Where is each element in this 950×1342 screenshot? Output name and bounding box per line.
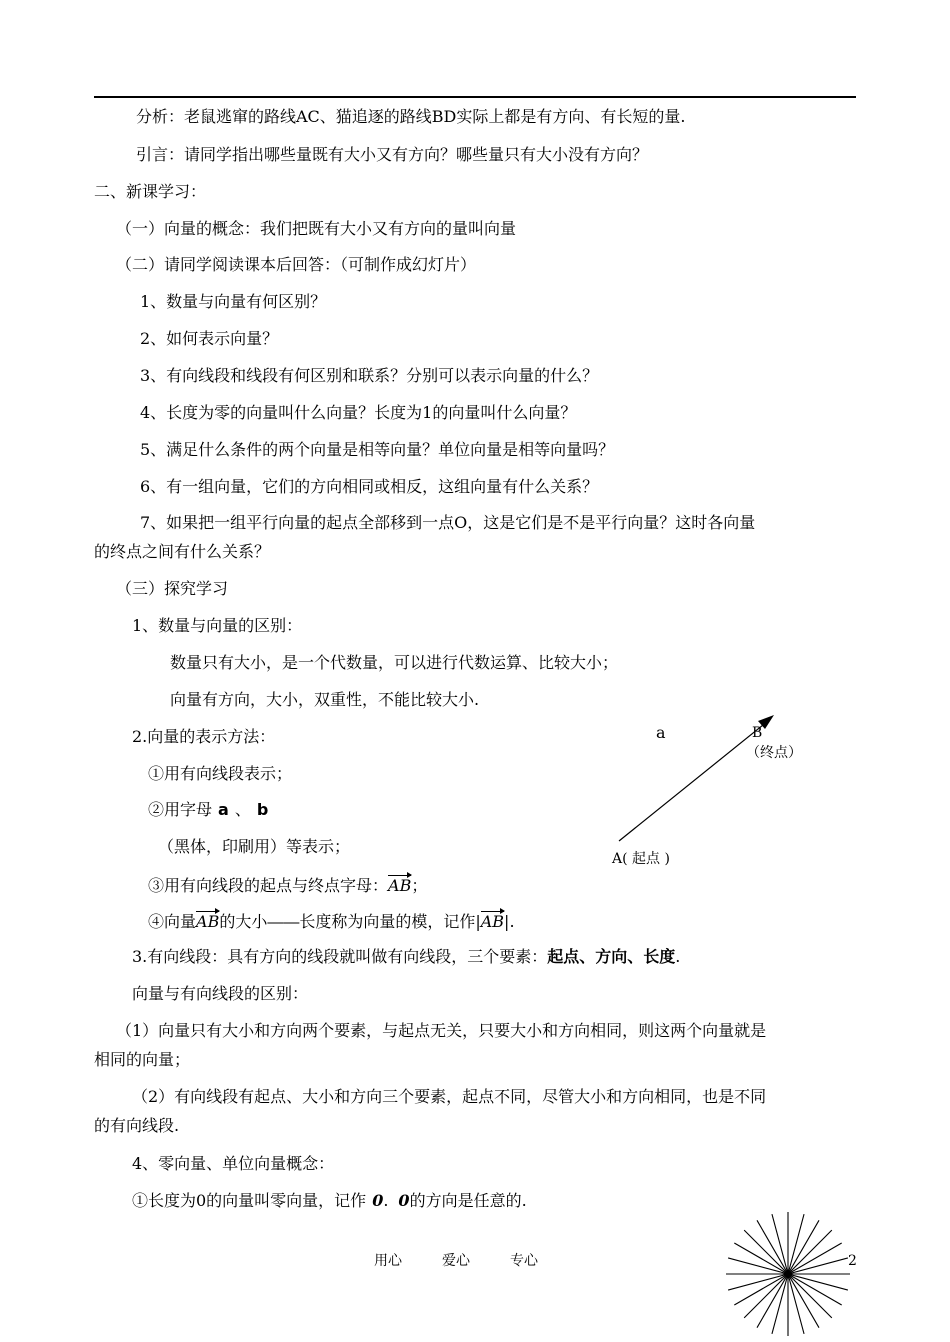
label-start: A( 起点 ) <box>612 851 670 867</box>
difference-2-line-1: （2）有向线段有起点、大小和方向三个要素，起点不同，尽管大小和方向相同，也是不同 <box>132 1087 767 1106</box>
footer-motto-2: 爱心 <box>442 1253 470 1269</box>
starburst-icon <box>716 1204 856 1342</box>
separator: 、 <box>234 800 251 819</box>
zero-vector-end: 的方向是任意的. <box>409 1191 527 1210</box>
method-2 <box>148 799 268 821</box>
label-end: （终点） <box>746 745 802 761</box>
difference-2-line-2: 的有向线段. <box>94 1116 180 1135</box>
analysis-line: 分析：老鼠逃窜的路线AC、猫追逐的路线BD实际上都是有方向、有长短的量. <box>136 107 686 126</box>
method-4-text: ④向量 <box>148 912 197 931</box>
footer-motto-3: 专心 <box>510 1253 538 1269</box>
zero-vector <box>132 1190 527 1212</box>
zero-symbol: 0 <box>398 1191 410 1210</box>
page-number: 2 <box>848 1253 857 1269</box>
zero-dot: . <box>383 1191 389 1210</box>
vector-line <box>619 721 768 841</box>
method-4-end: |. <box>504 912 515 931</box>
zero-symbol: 0 <box>372 1191 384 1210</box>
explore-1-scalar: 数量只有大小，是一个代数量，可以进行代数运算、比较大小； <box>170 653 619 672</box>
footer-motto-1: 用心 <box>374 1253 402 1269</box>
three-elements: 起点、方向、长度 <box>547 947 676 966</box>
explore-heading: （三）探究学习 <box>116 579 229 598</box>
method-2-note: （黑体，印刷用）等表示； <box>158 837 351 856</box>
label-b: B <box>752 725 763 741</box>
difference-1-line-2: 相同的向量； <box>94 1050 191 1069</box>
reading-task: （二）请同学阅读课本后回答：（可制作成幻灯片） <box>116 255 477 274</box>
label-a: a <box>656 723 666 742</box>
method-4 <box>148 908 515 933</box>
method-2-text: ②用字母 <box>148 800 213 819</box>
difference-1-line-1: （1）向量只有大小和方向两个要素，与起点无关，只要大小和方向相同，则这两个向量就是 <box>116 1021 767 1040</box>
letter-b: b <box>256 800 269 819</box>
section-heading: 二、新课学习： <box>94 182 207 201</box>
method-1: ①用有向线段表示； <box>148 764 293 783</box>
explore-3-text: 3.有向线段：具有方向的线段就叫做有向线段，三个要素： <box>132 947 548 966</box>
method-3 <box>148 872 427 897</box>
question-3: 3、有向线段和线段有何区别和联系？分别可以表示向量的什么？ <box>140 366 599 385</box>
question-1: 1、数量与向量有何区别？ <box>140 292 327 311</box>
explore-3 <box>132 946 680 968</box>
intro-line: 引言：请同学指出哪些量既有大小又有方向？哪些量只有大小没有方向？ <box>136 145 649 164</box>
vector-ab: AB <box>388 872 411 895</box>
letter-a: a <box>218 800 229 819</box>
explore-4: 4、零向量、单位向量概念： <box>132 1154 335 1173</box>
method-4-mid: 的大小――长度称为向量的模，记作| <box>219 912 481 931</box>
vector-concept: （一）向量的概念：我们把既有大小又有方向的量叫向量 <box>116 219 517 238</box>
question-7-line-1: 7、如果把一组平行向量的起点全部移到一点O，这是它们是不是平行向量？这时各向量 <box>140 513 756 532</box>
question-2: 2、如何表示向量？ <box>140 329 279 348</box>
header-rule <box>94 96 856 98</box>
explore-1: 1、数量与向量的区别： <box>132 616 303 635</box>
question-4: 4、长度为零的向量叫什么向量？长度为1的向量叫什么向量？ <box>140 403 577 422</box>
question-6: 6、有一组向量，它们的方向相同或相反，这组向量有什么关系？ <box>140 477 599 496</box>
explore-3-end: . <box>675 947 681 966</box>
zero-vector-text: ①长度为0的向量叫零向量，记作 <box>132 1191 367 1210</box>
difference-heading: 向量与有向线段的区别： <box>132 984 309 1003</box>
vector-ab: AB <box>481 908 504 931</box>
explore-1-vector: 向量有方向，大小，双重性，不能比较大小. <box>170 690 480 709</box>
method-3-text: ③用有向线段的起点与终点字母： <box>148 876 389 895</box>
question-5: 5、满足什么条件的两个向量是相等向量？单位向量是相等向量吗？ <box>140 440 615 459</box>
question-7-line-2: 的终点之间有什么关系？ <box>94 542 271 561</box>
method-3-end: ； <box>411 876 428 895</box>
explore-2: 2.向量的表示方法： <box>132 727 276 746</box>
vector-ab: AB <box>196 908 219 931</box>
